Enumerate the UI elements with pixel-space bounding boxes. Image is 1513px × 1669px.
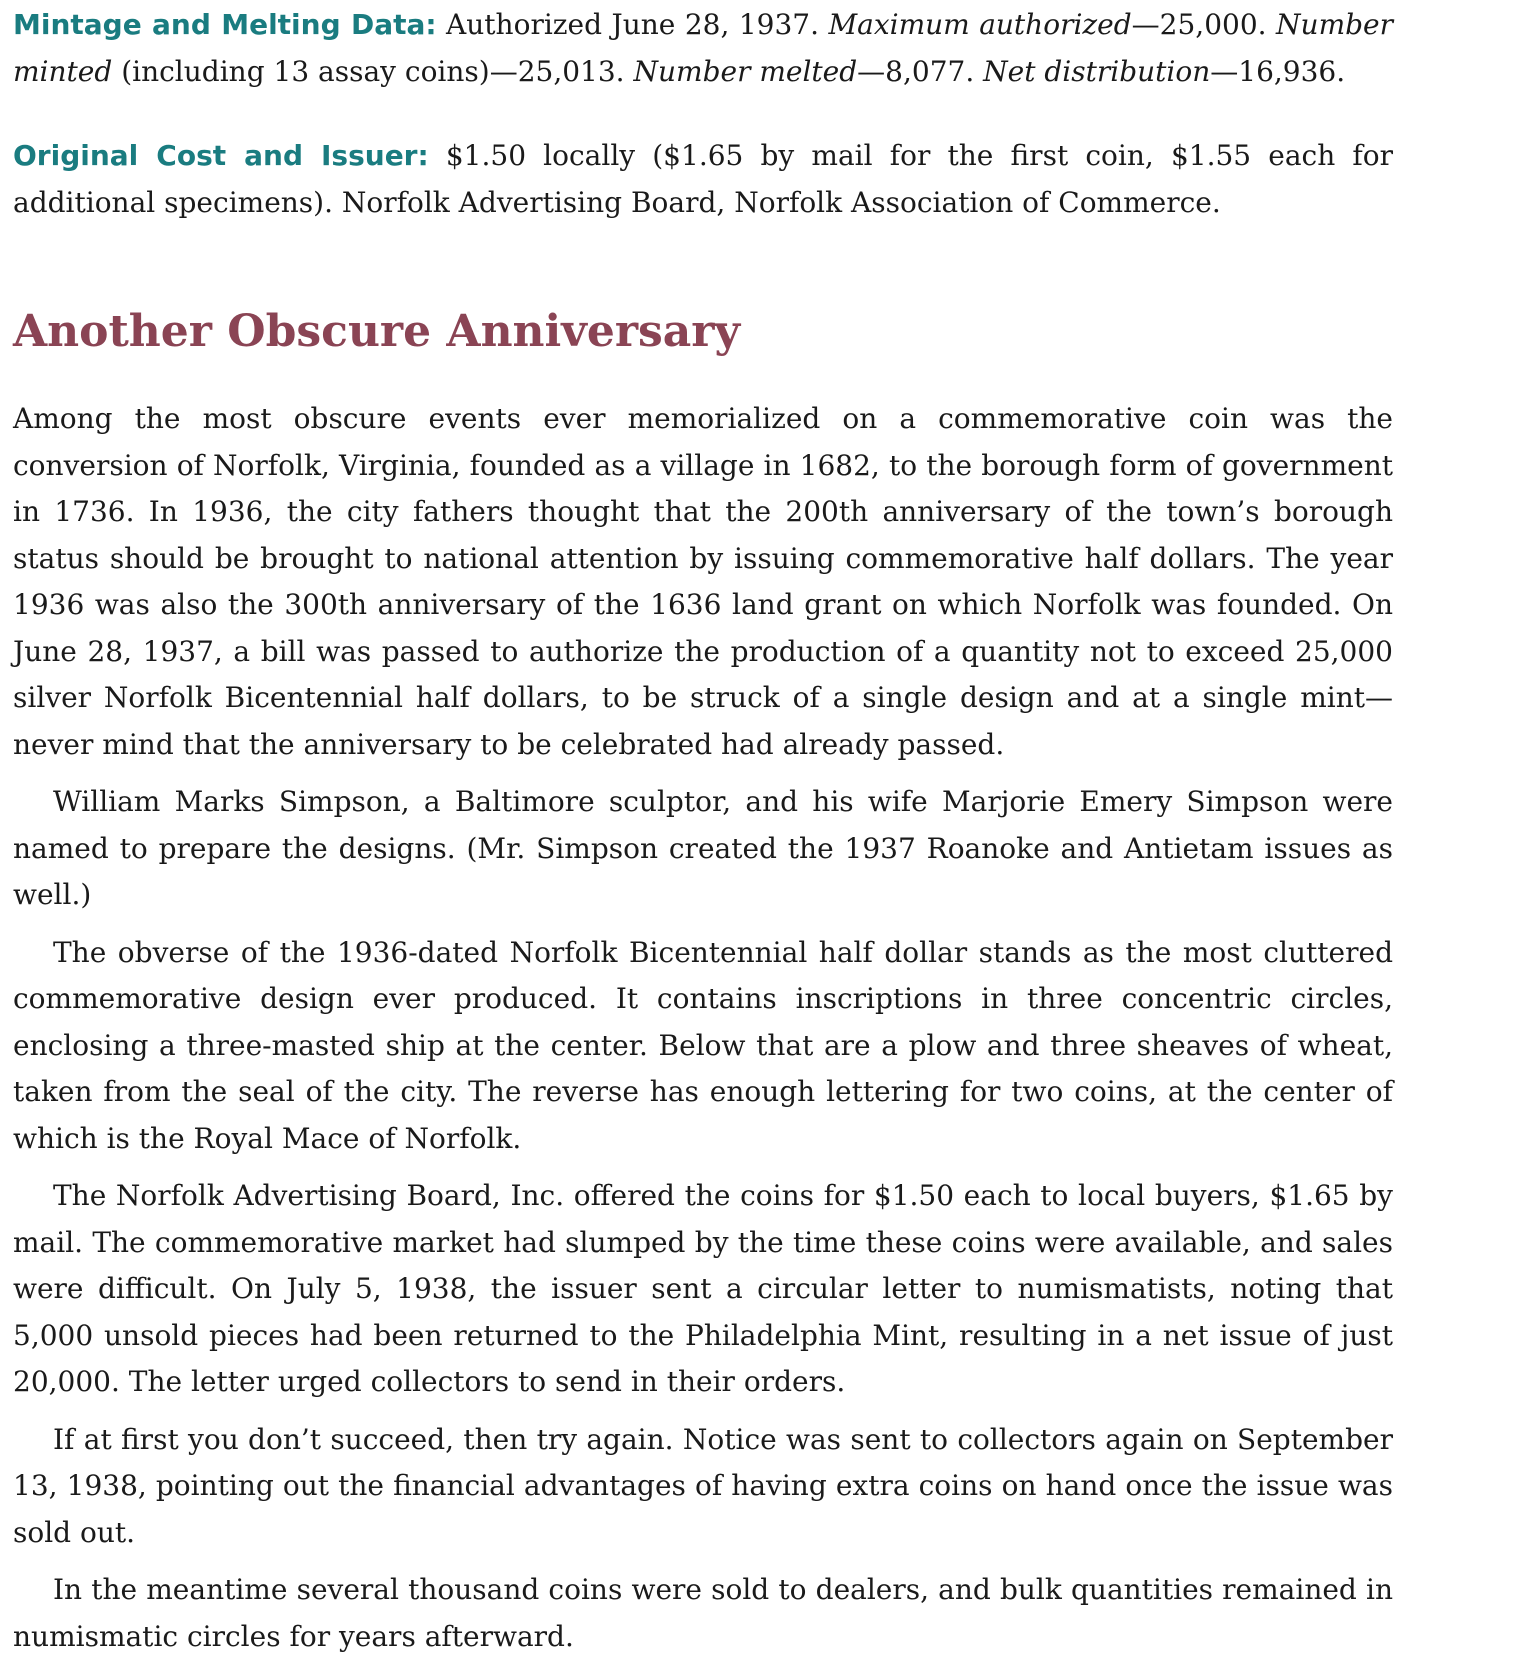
paragraph: The obverse of the 1936-dated Norfolk Bicentennial half dollar stands as the most cluttered commemorative design ever produced. It contains inscriptions in three concentric circles, enclosing a three-masted ship at the center. Below that are a plow and three sheaves of wheat, taken from the seal of the city. The reverse has enough lettering for two coins, at the center of which is the Royal Mace of Norfolk.	[13, 935, 1393, 1155]
paragraph: If at first you don’t succeed, then try again. Notice was sent to collectors again on September 13, 1938, pointing out the financial advantages of having extra coins on hand once the issue was sold out.	[13, 1422, 1393, 1549]
mintage-data: Mintage and Melting Data: Authorized June 28, 1937. Maximum authorized—25,000. Number minted (including 13 assay coins)—25,013. Number melted—8,077. Net distribution—16,936.	[13, 8, 1393, 88]
paragraph: The Norfolk Advertising Board, Inc. offered the coins for $1.50 each to local buyers, $1.65 by mail. The commemorative market had slumped by the time these coins were available, and sales were difficult. On July 5, 1938, the issuer sent a circular letter to numismatists, noting that 5,000 unsold pieces had been returned to the Philadelphia Mint, resulting in a net issue of just 20,000. The letter urged collectors to send in their orders.	[13, 1179, 1393, 1398]
paragraph: Among the most obscure events ever memorialized on a commemorative coin was the conversion of Norfolk, Virginia, founded as a village in 1682, to the borough form of government in 1736. In 1936, the city fathers thought that the 200th anniversary of the town’s borough status should be brought to national attention by issuing commemorative half dollars. The year 1936 was also the 300th anniversary of the 1636 land grant on which Norfolk was founded. On June 28, 1937, a bill was passed to authorize the production of a quantity not to exceed 25,000 silver Norfolk Bicentennial half dollars, to be struck of a single design and at a single mint—never mind that the anniversary to be celebrated had already passed.	[13, 402, 1393, 761]
paragraph: In the meantime several thousand coins were sold to dealers, and bulk quantities remained in numismatic circles for years afterward.	[13, 1573, 1393, 1653]
mintage-label: Mintage and Melting Data:	[13, 8, 437, 41]
cost-label: Original Cost and Issuer:	[13, 139, 429, 172]
original-cost: Original Cost and Issuer: $1.50 locally ($1.65 by mail for the first coin, $1.55 each for additional specimens). Norfolk Advertising Board, Norfolk Association of Commerce.	[13, 139, 1394, 219]
section-heading: Another Obscure Anniversary	[13, 306, 741, 357]
paragraph: William Marks Simpson, a Baltimore sculptor, and his wife Marjorie Emery Simpson were named to prepare the designs. (Mr. Simpson created the 1937 Roanoke and Antietam issues as well.)	[13, 785, 1393, 911]
